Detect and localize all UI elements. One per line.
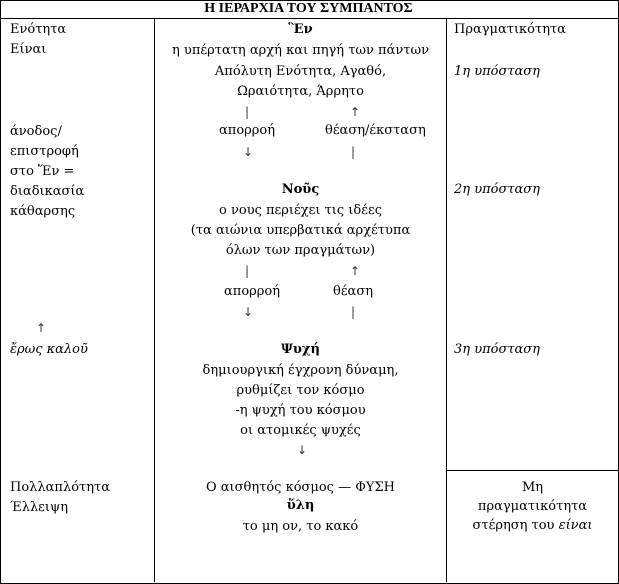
unity-label: Ενότητα [10, 22, 67, 37]
deficiency-label: Έλλειψη [10, 500, 68, 515]
ascent-line: άνοδος/ [10, 124, 62, 139]
privation-being: είναι [558, 518, 593, 533]
psyche-description: ρυθμίζει τον κόσμο [236, 383, 365, 398]
contemplation-ecstasy-label: θέαση/έκσταση [325, 123, 426, 138]
non-reality-label: Μη [521, 480, 544, 495]
one-description: Απόλυτη Ενότητα, Αγαθό, [214, 64, 387, 79]
arrow-up-icon: ↑ [350, 105, 361, 119]
matter-title: ὕλη [286, 498, 315, 513]
ascent-line: διαδικασία [10, 184, 85, 199]
psyche-title: Ψυχή [281, 342, 320, 357]
matter-description: το μη ον, το κακό [242, 519, 359, 534]
nous-description: όλων των πραγμάτων) [225, 243, 376, 258]
arrow-up-icon: ↑ [350, 264, 361, 278]
nous-description: (τα αιώνια υπερβατικά αρχέτυπα [190, 223, 411, 238]
non-reality-label: πραγματικότητα [477, 499, 588, 514]
bar-icon: | [245, 105, 250, 119]
arrow-up-icon: ↑ [36, 321, 47, 335]
one-description: η υπέρτατη αρχή και πηγή των πάντων [172, 43, 429, 58]
reality-label: Πραγματικότητα [454, 22, 566, 37]
multiplicity-label: Πολλαπλότητα [10, 480, 110, 495]
emanation-label: απορροή [219, 123, 276, 138]
third-hypostasis: 3η υπόσταση [454, 342, 540, 357]
arrow-down-icon: ↓ [297, 443, 308, 457]
psyche-description: δημιουργική έγχρονη δύναμη, [202, 363, 399, 378]
nous-title: Νοῦς [281, 182, 320, 197]
privation-line [447, 516, 618, 536]
being-label: Είναι [10, 42, 47, 57]
table-title: Η ΙΕΡΑΡΧΙΑ ΤΟΥ ΣΥΜΠΑΝΤΟΣ [204, 1, 413, 16]
title-divider [0, 18, 619, 19]
second-hypostasis: 2η υπόσταση [454, 182, 540, 197]
nonreality-divider [446, 470, 619, 471]
privation-prefix: στέρηση του [472, 518, 559, 533]
arrow-down-icon: ↓ [243, 305, 254, 319]
sensible-world-line: Ο αισθητός κόσμος — ΦΥΣΗ [205, 480, 395, 495]
one-title: Ἓν [288, 22, 313, 37]
contemplation-label: θέαση [333, 284, 374, 299]
eros-label: ἔρως καλοῦ [10, 342, 88, 357]
ascent-line: στο Ἕν = [10, 164, 75, 179]
arrow-down-icon: ↓ [243, 145, 254, 159]
ascent-line: επιστροφή [10, 144, 79, 159]
ascent-line: κάθαρσης [10, 204, 76, 219]
one-description: Ωραιότητα, Άρρητο [237, 84, 364, 99]
first-hypostasis: 1η υπόσταση [454, 64, 540, 79]
psyche-description: -η ψυχή του κόσμου [235, 403, 366, 418]
emanation-label: απορροή [224, 284, 281, 299]
bar-icon: | [351, 305, 356, 319]
nous-description: ο νους περιέχει τις ιδέες [219, 203, 382, 218]
psyche-description: οι ατομικές ψυχές [240, 423, 361, 438]
bar-icon: | [245, 264, 250, 278]
bar-icon: | [351, 145, 356, 159]
